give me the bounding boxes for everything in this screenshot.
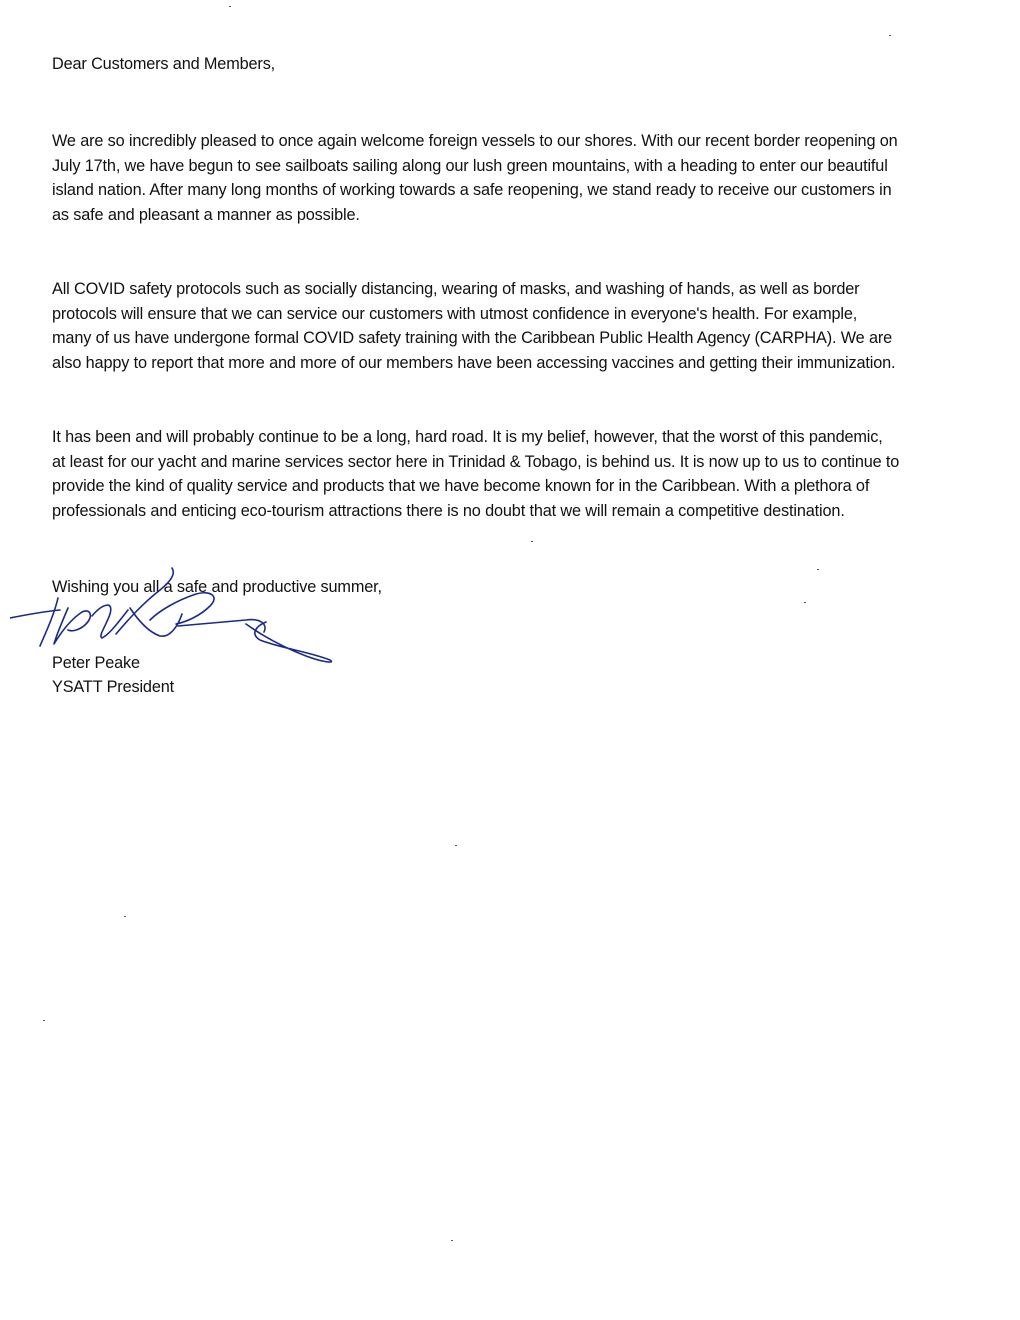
scan-speck bbox=[817, 569, 819, 570]
paragraph-reopening bbox=[52, 129, 982, 227]
scan-speck bbox=[804, 602, 806, 603]
paragraph-line: protocols will ensure that we can service our customers with utmost confidence in everyone's health. For example, bbox=[52, 304, 858, 323]
closing-line: Wishing you all a safe and productive summer, bbox=[52, 578, 382, 596]
signer-name: Peter Peake bbox=[52, 654, 140, 672]
paragraph-line: also happy to report that more and more of our members have been accessing vaccines and getting their immunization. bbox=[52, 353, 896, 372]
paragraph-line: July 17th, we have begun to see sailboats sailing along our lush green mountains, with a heading to enter our beautiful bbox=[52, 156, 888, 175]
paragraph-line: We are so incredibly pleased to once again welcome foreign vessels to our shores. With our recent border reopening on bbox=[52, 132, 898, 150]
paragraph-outlook bbox=[52, 425, 982, 523]
paragraph-line: at least for our yacht and marine services sector here in Trinidad & Tobago, is behind us. It is now up to us to continue to bbox=[52, 452, 900, 471]
scan-speck bbox=[531, 541, 533, 542]
scan-speck bbox=[43, 1020, 45, 1021]
paragraph-line: as safe and pleasant a manner as possible. bbox=[52, 205, 360, 224]
paragraph-covid-protocols bbox=[52, 277, 982, 375]
scan-speck bbox=[451, 1240, 453, 1241]
scan-speck bbox=[455, 845, 457, 846]
scan-speck bbox=[229, 6, 231, 7]
paragraph-line: island nation. After many long months of working towards a safe reopening, we stand ready to receive our customers in bbox=[52, 181, 892, 199]
paragraph-line: It has been and will probably continue to be a long, hard road. It is my belief, however, that the worst of this pandemic, bbox=[52, 428, 883, 446]
paragraph-line: professionals and enticing eco-tourism attractions there is no doubt that we will remain a competitive destination. bbox=[52, 501, 845, 520]
paragraph-line: All COVID safety protocols such as socially distancing, wearing of masks, and washing of hands, as well as border bbox=[52, 280, 860, 298]
paragraph-line: provide the kind of quality service and products that we have become known for in the Caribbean. With a plethora of bbox=[52, 477, 870, 495]
salutation: Dear Customers and Members, bbox=[52, 55, 276, 73]
scan-speck bbox=[889, 35, 891, 36]
paragraph-line: many of us have undergone formal COVID safety training with the Caribbean Public Health Agency (CARPHA). We are bbox=[52, 329, 893, 347]
signer-title: YSATT President bbox=[52, 678, 175, 696]
scan-speck bbox=[124, 916, 126, 917]
